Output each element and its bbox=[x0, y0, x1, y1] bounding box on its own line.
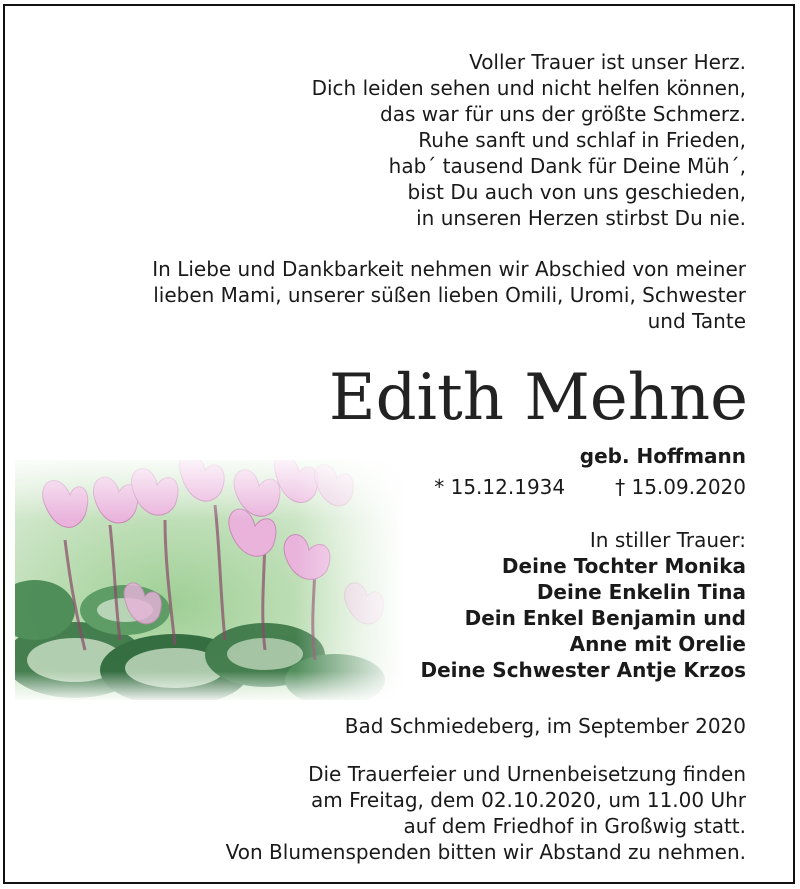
service-line: Die Trauerfeier und Urnenbeisetzung finden bbox=[308, 762, 746, 786]
mourner-name: Deine Enkelin Tina bbox=[536, 580, 746, 604]
service-line: Von Blumenspenden bitten wir Abstand zu nehmen. bbox=[225, 840, 746, 864]
maiden-name: geb. Hoffmann bbox=[579, 444, 746, 468]
poem-line: in unseren Herzen stirbst Du nie. bbox=[416, 206, 746, 230]
mourner-name: Deine Schwester Antje Krzos bbox=[420, 658, 746, 682]
mourner-name: Dein Enkel Benjamin und bbox=[464, 606, 746, 630]
life-dates bbox=[434, 474, 746, 500]
farewell-line: In Liebe und Dankbarkeit nehmen wir Abschied von meiner bbox=[152, 257, 746, 281]
obituary-frame bbox=[3, 4, 795, 884]
poem bbox=[312, 49, 746, 231]
funeral-service-info bbox=[226, 761, 746, 865]
mourner-name: Anne mit Orelie bbox=[569, 632, 746, 656]
cyclamen-flowers-image bbox=[15, 460, 405, 700]
service-line: am Freitag, dem 02.10.2020, um 11.00 Uhr bbox=[310, 788, 746, 812]
farewell-line: und Tante bbox=[647, 309, 746, 333]
poem-line: das war für uns der größte Schmerz. bbox=[380, 102, 746, 126]
mourners-heading: In stiller Trauer: bbox=[589, 528, 746, 552]
mourner-name: Deine Tochter Monika bbox=[501, 554, 746, 578]
poem-line: Voller Trauer ist unser Herz. bbox=[469, 50, 746, 74]
farewell-text bbox=[152, 256, 746, 334]
poem-line: Dich leiden sehen und nicht helfen können, bbox=[311, 76, 746, 100]
service-line: auf dem Friedhof in Großwig statt. bbox=[403, 814, 746, 838]
place-and-date: Bad Schmiedeberg, im September 2020 bbox=[344, 714, 746, 738]
birth-date: * 15.12.1934 bbox=[434, 475, 566, 499]
poem-line: Ruhe sanft und schlaf in Frieden, bbox=[418, 128, 746, 152]
poem-line: bist Du auch von uns geschieden, bbox=[407, 180, 746, 204]
death-date: † 15.09.2020 bbox=[615, 475, 746, 499]
mourners-block bbox=[421, 527, 747, 683]
deceased-name: Edith Mehne bbox=[328, 361, 748, 435]
poem-line: hab´ tausend Dank für Deine Müh´, bbox=[388, 154, 746, 178]
farewell-line: lieben Mami, unserer süßen lieben Omili, Uromi, Schwester bbox=[153, 283, 746, 307]
